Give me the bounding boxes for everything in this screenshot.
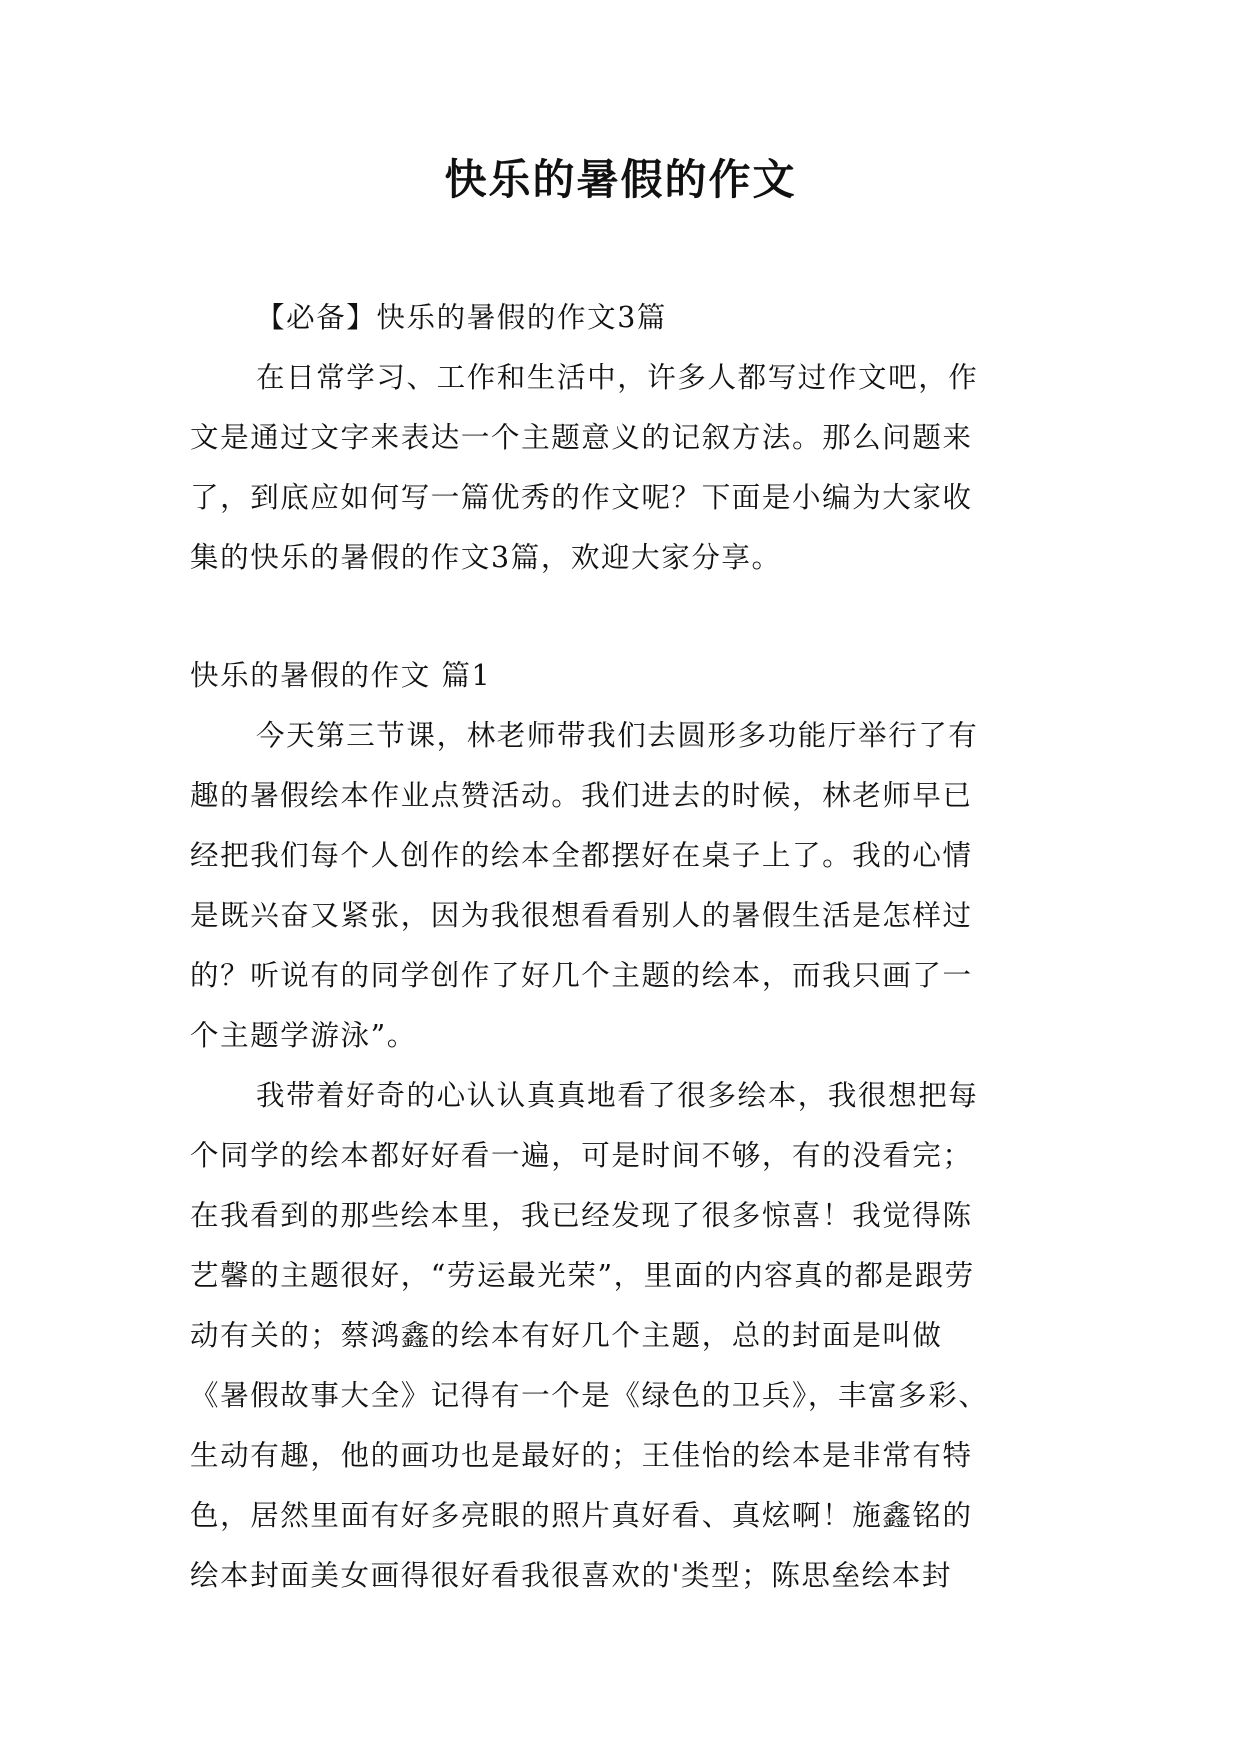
text-line: 了，到底应如何写一篇优秀的作文呢？下面是小编为大家收 (190, 481, 973, 514)
text-line: 在日常学习、工作和生活中，许多人都写过作文吧，作 (256, 361, 979, 394)
text-line: 在我看到的那些绘本里，我已经发现了很多惊喜！我觉得陈 (190, 1199, 973, 1232)
text-line: 《暑假故事大全》记得有一个是《绿色的卫兵》，丰富多彩、 (190, 1379, 989, 1412)
text-line: 我带着好奇的心认认真真地看了很多绘本，我很想把每 (256, 1079, 979, 1112)
text-line: 动有关的；蔡鸿鑫的绘本有好几个主题，总的封面是叫做 (190, 1319, 943, 1352)
text-line: 集的快乐的暑假的作文3篇，欢迎大家分享。 (190, 541, 782, 574)
paragraph-2 (190, 1068, 1050, 1608)
text-line: 个同学的绘本都好好看一遍，可是时间不够，有的没看完； (190, 1139, 973, 1172)
text-line: 经把我们每个人创作的绘本全都摆好在桌子上了。我的心情 (190, 839, 973, 872)
text-line: 艺馨的主题很好，“劳运最光荣”，里面的内容真的都是跟劳 (190, 1259, 975, 1292)
text-line: 个主题学游泳”。 (190, 1019, 417, 1052)
document-body (190, 290, 1050, 1608)
section-heading: 快乐的暑假的作文 篇1 (190, 659, 492, 692)
text-line: 是既兴奋又紧张，因为我很想看看别人的暑假生活是怎样过 (190, 899, 973, 932)
text-line: 色，居然里面有好多亮眼的照片真好看、真炫啊！施鑫铭的 (190, 1499, 973, 1532)
text-line: 文是通过文字来表达一个主题意义的记叙方法。那么问题来 (190, 421, 973, 454)
paragraph-1 (190, 708, 1050, 1068)
text-line: 绘本封面美女画得很好看我很喜欢的'类型；陈思垒绘本封 (190, 1559, 952, 1592)
text-line: 趣的暑假绘本作业点赞活动。我们进去的时候，林老师早已 (190, 779, 973, 812)
text-line: 的？听说有的同学创作了好几个主题的绘本，而我只画了一 (190, 959, 973, 992)
page-title: 快乐的暑假的作文 (444, 155, 797, 204)
text-line: 生动有趣，他的画功也是最好的；王佳怡的绘本是非常有特 (190, 1439, 973, 1472)
intro-paragraph (190, 350, 1050, 590)
intro-heading: 【必备】快乐的暑假的作文3篇 (256, 301, 668, 334)
text-line: 今天第三节课，林老师带我们去圆形多功能厅举行了有 (256, 719, 979, 752)
